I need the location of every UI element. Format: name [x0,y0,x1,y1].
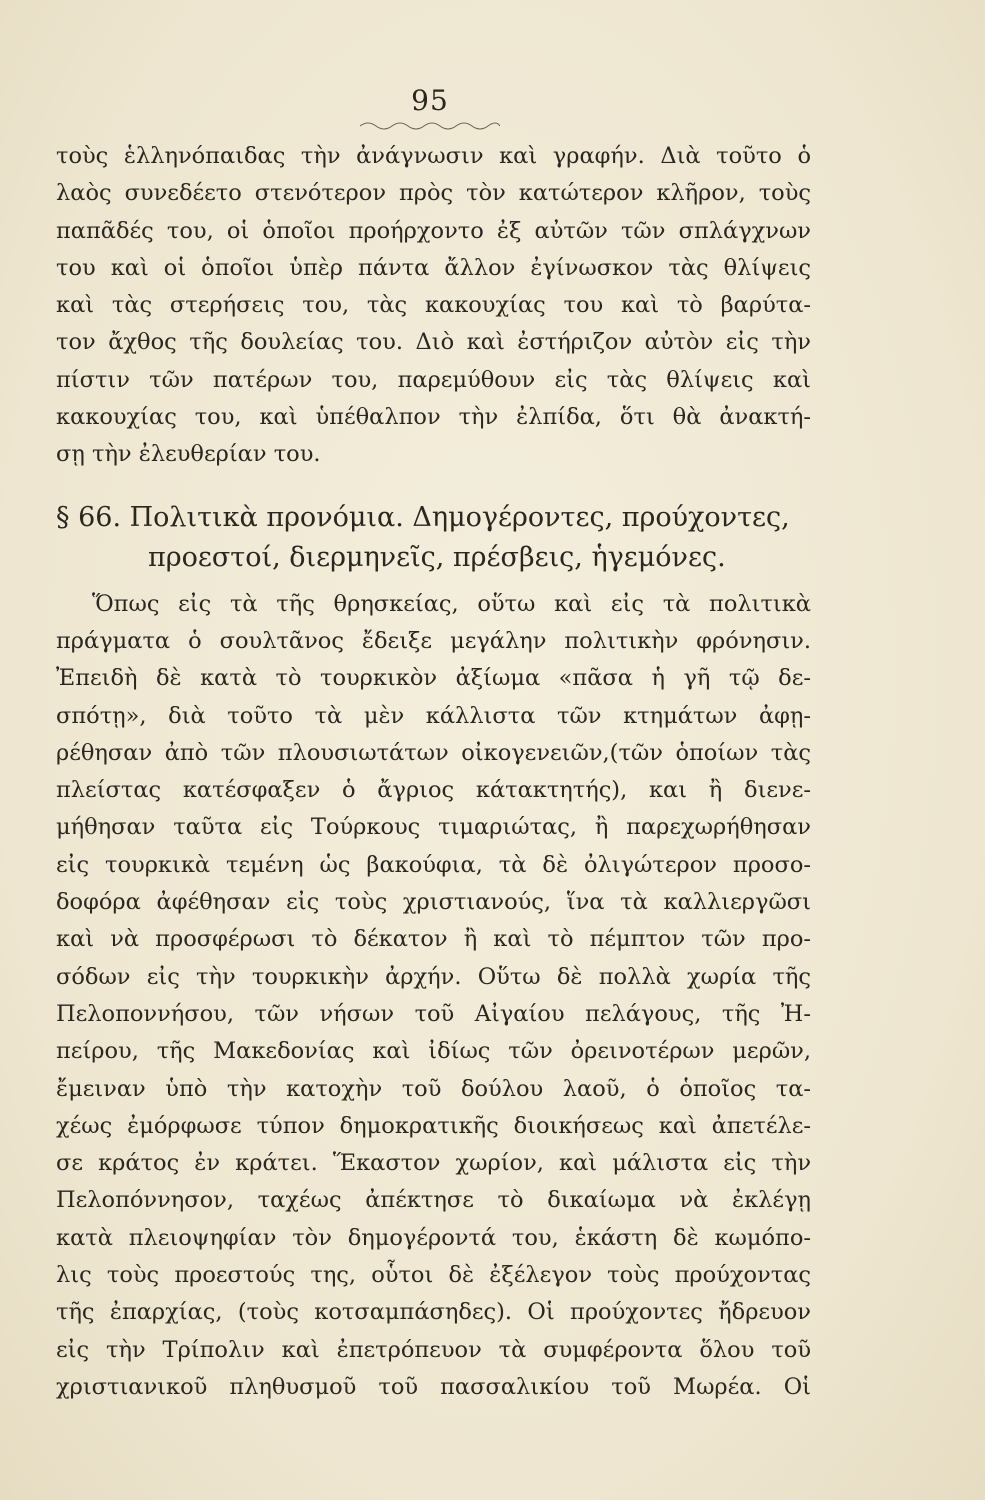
text-line: ἔμειναν ὑπὸ τὴν κατοχὴν τοῦ δούλου λαοῦ, ὁ ὁποῖος τα- [56,1075,811,1102]
text-line: μήθησαν ταῦτα εἰς Τούρκους τιμαριώτας, ἢ παρεχωρήθησαν [56,814,811,841]
text-line: σόδων εἰς τὴν τουρκικὴν ἀρχήν. Οὕτω δὲ πολλὰ χωρία τῆς [56,963,811,990]
text-line: Πελοπόννησον, ταχέως ἀπέκτησε τὸ δικαίωμα νὰ ἐκλέγῃ [56,1187,811,1214]
text-line: Πελοποννήσου, τῶν νήσων τοῦ Αἰγαίου πελάγους, τῆς Ἠ- [56,1000,811,1027]
text-line: πράγματα ὁ σουλτᾶνος ἔδειξε μεγάλην πολιτικὴν φρόνησιν. [56,627,811,654]
text-line: λις τοὺς προεστούς της, οὗτοι δὲ ἐξέλεγον τοὺς προύχοντας [56,1262,811,1289]
text-line: τοὺς ἑλληνόπαιδας τὴν ἀνάγνωσιν καὶ γραφήν. Διὰ τοῦτο ὁ [56,143,811,169]
text-line: πίστιν τῶν πατέρων του, παρεμύθουν εἰς τὰς θλίψεις καὶ [56,366,811,393]
text-line: χριστιανικοῦ πληθυσμοῦ τοῦ πασσαλικίου τοῦ Μωρέα. Οἱ [56,1373,811,1400]
text-line: καὶ τὰς στερήσεις του, τὰς κακουχίας του καὶ τὸ βαρύτα- [56,292,811,319]
text-line: πείρου, τῆς Μακεδονίας καὶ ἰδίως τῶν ὀρεινοτέρων μερῶν, [56,1038,811,1065]
text-line: χέως ἐμόρφωσε τύπον δημοκρατικῆς διοικήσεως καὶ ἀπετέλε- [56,1112,811,1139]
text-line: σπότῃ», διὰ τοῦτο τὰ μὲν κάλλιστα τῶν κτημάτων ἀφῃ- [56,702,811,729]
text-line: κατὰ πλειοψηφίαν τὸν δημογέροντά του, ἑκάστη δὲ κωμόπο- [56,1224,811,1251]
decorative-rule [360,118,500,130]
text-line: πλείστας κατέσφαξεν ὁ ἄγριος κάτακτητής), και ἢ διενε- [56,777,811,804]
text-line: εἰς τὴν Τρίπολιν καὶ ἐπετρόπευον τὰ συμφέροντα ὅλου τοῦ [56,1336,811,1363]
section-heading-line: § 66. Πολιτικὰ προνόμια. Δημογέροντες, προύχοντες, [56,501,790,533]
text-line: κακουχίας του, καὶ ὑπέθαλπον τὴν ἐλπίδα, ὅτι θὰ ἀνακτή- [56,404,811,431]
text-line: ρέθησαν ἀπὸ τῶν πλουσιωτάτων οἰκογενειῶν,(τῶν ὁποίων τὰς [56,739,811,766]
page-number: 95 [411,84,449,117]
paragraph-1 [56,138,811,474]
text-line: σε κράτος ἐν κράτει. Ἕκαστον χωρίον, καὶ μάλιστα εἰς τὴν [56,1150,811,1177]
paragraph-2 [56,586,811,1407]
text-line: παπᾶδές του, οἱ ὁποῖοι προήρχοντο ἐξ αὐτῶν τῶν σπλάγχνων [56,217,811,244]
body-text [56,138,811,1406]
text-line: καὶ νὰ προσφέρωσι τὸ δέκατον ἢ καὶ τὸ πέμπτον τῶν προ- [56,926,811,953]
text-line: Ὅπως εἰς τὰ τῆς θρησκείας, οὕτω καὶ εἰς τὰ πολιτικὰ [92,590,811,617]
text-line: τον ἄχθος τῆς δουλείας του. Διὸ καὶ ἐστήριζον αὐτὸν εἰς τὴν [56,329,811,356]
text-line: δοφόρα ἀφέθησαν εἰς τοὺς χριστιανούς, ἵνα τὰ καλλιεργῶσι [56,889,811,916]
section-heading-line: προεστοί, διερμηνεῖς, πρέσβεις, ἡγεμόνες. [148,541,726,573]
text-line: του καὶ οἱ ὁποῖοι ὑπὲρ πάντα ἄλλον ἐγίνωσκον τὰς θλίψεις [56,254,811,281]
text-line: τῆς ἐπαρχίας, (τοὺς κοτσαμπάσηδες). Οἱ προύχοντες ἤδρευον [56,1299,811,1326]
text-line: εἰς τουρκικὰ τεμένη ὡς βακούφια, τὰ δὲ ὀλιγώτερον προσο- [56,851,811,878]
text-line: λαὸς συνεδέετο στενότερον πρὸς τὸν κατώτερον κλῆρον, τοὺς [56,180,811,207]
text-line: σῃ τὴν ἐλευθερίαν του. [56,441,321,468]
text-line: Ἐπειδὴ δὲ κατὰ τὸ τουρκικὸν ἀξίωμα «πᾶσα ἡ γῆ τῷ δε- [56,665,811,692]
section-heading [56,498,811,578]
